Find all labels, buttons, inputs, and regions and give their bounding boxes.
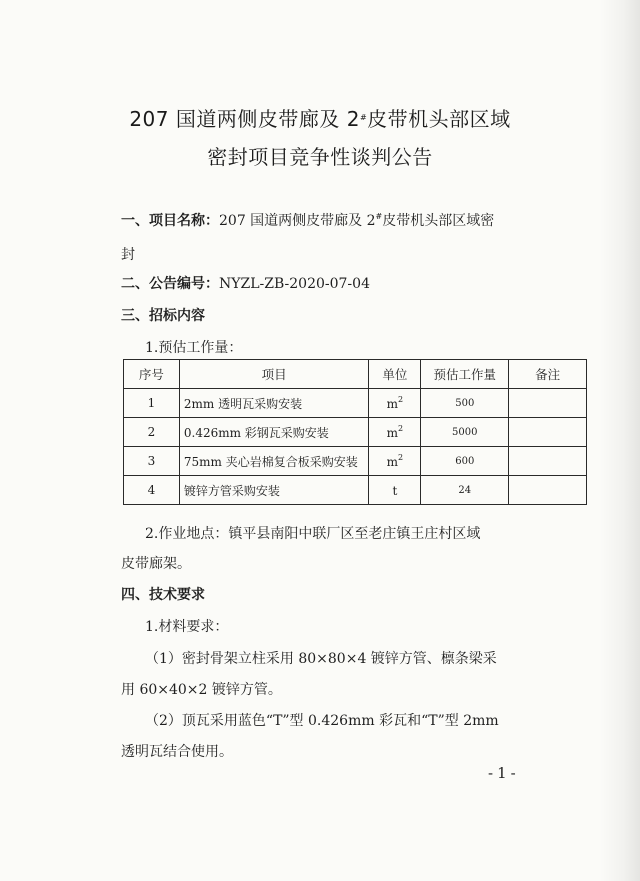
project-name-label: 一、项目名称： bbox=[121, 213, 219, 229]
header-no: 序号 bbox=[124, 360, 180, 389]
header-unit: 单位 bbox=[369, 360, 421, 389]
header-qty: 预估工作量 bbox=[421, 360, 509, 389]
materials-item-1: （1）密封骨架立柱采用 80×80×4 镀锌方管、檩条梁采 bbox=[145, 651, 497, 667]
workload-table bbox=[123, 359, 587, 505]
project-name-continuation: 封 bbox=[121, 247, 135, 263]
header-item: 项目 bbox=[179, 360, 369, 389]
table-header-row bbox=[124, 360, 587, 389]
workload-subheading: 1.预估工作量： bbox=[145, 340, 243, 356]
scan-edge-shadow bbox=[600, 0, 640, 881]
materials-item-1-continuation: 用 60×40×2 镀锌方管。 bbox=[121, 682, 282, 698]
materials-item-2: （2）顶瓦采用蓝色“T”型 0.426mm 彩瓦和“T”型 2mm bbox=[145, 713, 499, 729]
project-name-line: 一、项目名称：207 国道两侧皮带廊及 2#皮带机头部区域密 bbox=[121, 212, 495, 229]
section4-heading: 四、技术要求 bbox=[121, 587, 205, 603]
table-row: 3 75mm 夹心岩棉复合板采购安装 $m^2$ 600 bbox=[124, 447, 587, 476]
work-location-line: 2.作业地点：镇平县南阳中联厂区至老庄镇王庄村区域 bbox=[145, 526, 481, 542]
title-line-1: 207 国道两侧皮带廊及 2#皮带机头部区域 bbox=[129, 107, 511, 131]
materials-item-2-continuation: 透明瓦结合使用。 bbox=[121, 744, 233, 760]
work-location-continuation: 皮带廊架。 bbox=[121, 556, 191, 572]
table-row: 1 2mm 透明瓦采购安装 $m^2$ 500 bbox=[124, 389, 587, 418]
table-row: 2 0.426mm 彩钢瓦采购安装 $m^2$ 5000 bbox=[124, 418, 587, 447]
notice-number-line bbox=[121, 273, 370, 293]
page-number: -1- bbox=[488, 764, 520, 782]
notice-number-value: NYZL-ZB-2020-07-04 bbox=[219, 276, 370, 292]
notice-number-label: 二、公告编号： bbox=[121, 276, 219, 292]
materials-subheading: 1.材料要求： bbox=[145, 619, 229, 635]
header-note: 备注 bbox=[509, 360, 587, 389]
table-row: 4 镀锌方管采购安装 t 24 bbox=[124, 476, 587, 505]
section3-heading: 三、招标内容 bbox=[121, 308, 205, 324]
title-line-2: 密封项目竞争性谈判公告 bbox=[207, 145, 433, 169]
